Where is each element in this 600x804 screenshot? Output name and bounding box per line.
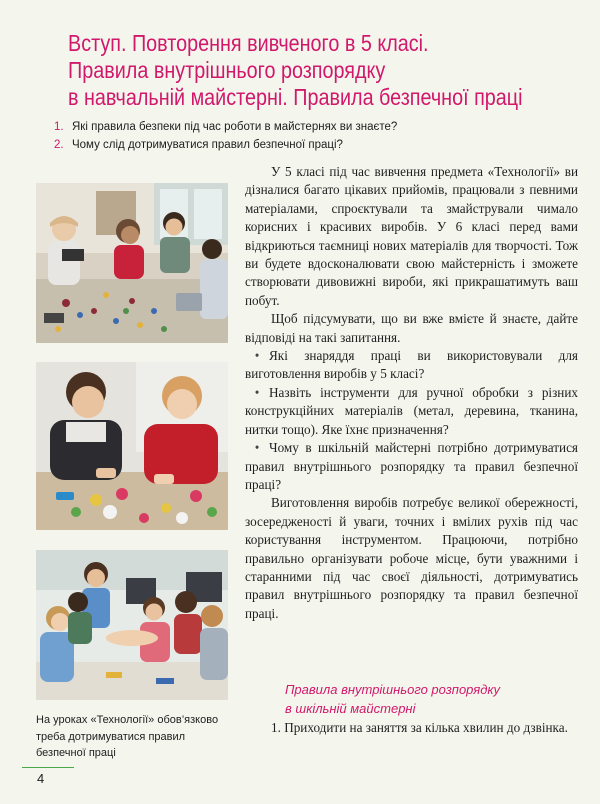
section-subheading [285, 680, 575, 718]
bullet-marker: • [254, 440, 260, 456]
paragraph-safety: Виготовлення виробів потребує великої обережності, зосередженості й уваги, точних і вмілих рухів під час користування інструментом. Працюючи, потрібно правильно організувати робоче місце, бути уважними і старанними під час своєї діяльності, дотримуватись правил внутрішнього розпорядку та правил безпечної праці. [245, 495, 578, 621]
photo-boy-and-girl-crafting [36, 362, 228, 530]
section-subheading-line-1: Правила внутрішнього розпорядку [285, 682, 501, 697]
bullet-marker: • [254, 348, 260, 364]
bullet-question [245, 347, 578, 384]
page-number: 4 [37, 771, 45, 786]
question-number: 2. [54, 139, 64, 151]
question-text: Які правила безпеки під час роботи в майстернях ви знаєте? [72, 121, 398, 133]
warmup-question [52, 136, 572, 154]
bullet-question-text: Які знаряддя праці ви використовували для виготовлення виробів у 5 класі? [245, 348, 578, 382]
bullet-question-text: Чому в шкільній майстерні потрібно дотримуватися правил внутрішнього розпорядку та правил безпечної праці? [245, 440, 578, 492]
warmup-question [52, 118, 572, 136]
bullet-question [245, 384, 578, 439]
rule-item: 1. Приходити на заняття за кілька хвилин до дзвінка. [271, 720, 568, 735]
lesson-title [68, 30, 523, 111]
main-text [245, 163, 578, 623]
section-subheading-line-2: в шкільній майстерні [285, 701, 416, 716]
lesson-title-line-2: Правила внутрішнього розпорядку [68, 57, 386, 83]
bullet-marker: • [254, 384, 260, 400]
rule-list [245, 719, 578, 737]
question-text: Чому слід дотримуватися правил безпечної праці? [72, 139, 343, 151]
bullet-question [245, 439, 578, 494]
photo-children-joining-hands [36, 550, 228, 700]
paragraph-intro: У 5 класі під час вивчення предмета «Технології» ви дізналися багато цікавих прийомів, працювали з певними матеріалами, спроєктували та змайстрували чимало корисних і красивих виробів. У 6 класі перед вами відкриються таємниці нових матеріалів для творчості. Тож ви будете вдосконалювати свою майстерність і зможете створювати дивовижні вироби, які прикрашатимуть ваш побут. [245, 164, 578, 308]
warmup-questions [52, 118, 572, 154]
lesson-title-line-3: в навчальній майстерні. Правила безпечної праці [68, 84, 523, 110]
page-number-rule [22, 767, 74, 768]
lesson-title-line-1: Вступ. Повторення вивченого в 5 класі. [68, 30, 429, 56]
question-number: 1. [54, 121, 64, 133]
photo-children-crafting-table [36, 183, 228, 343]
photo-caption: На уроках «Технології» обов’язково треба дотримуватися правил безпечної праці [36, 714, 219, 759]
paragraph-summary-prompt: Щоб підсумувати, що ви вже вмієте й знаєте, дайте відповіді на такі запитання. [245, 311, 578, 345]
bullet-question-text: Назвіть інструменти для ручної обробки з різних конструкційних матеріалів (метал, деревина, тканина, нитки тощо). Яке їхнє призначення? [245, 384, 578, 437]
